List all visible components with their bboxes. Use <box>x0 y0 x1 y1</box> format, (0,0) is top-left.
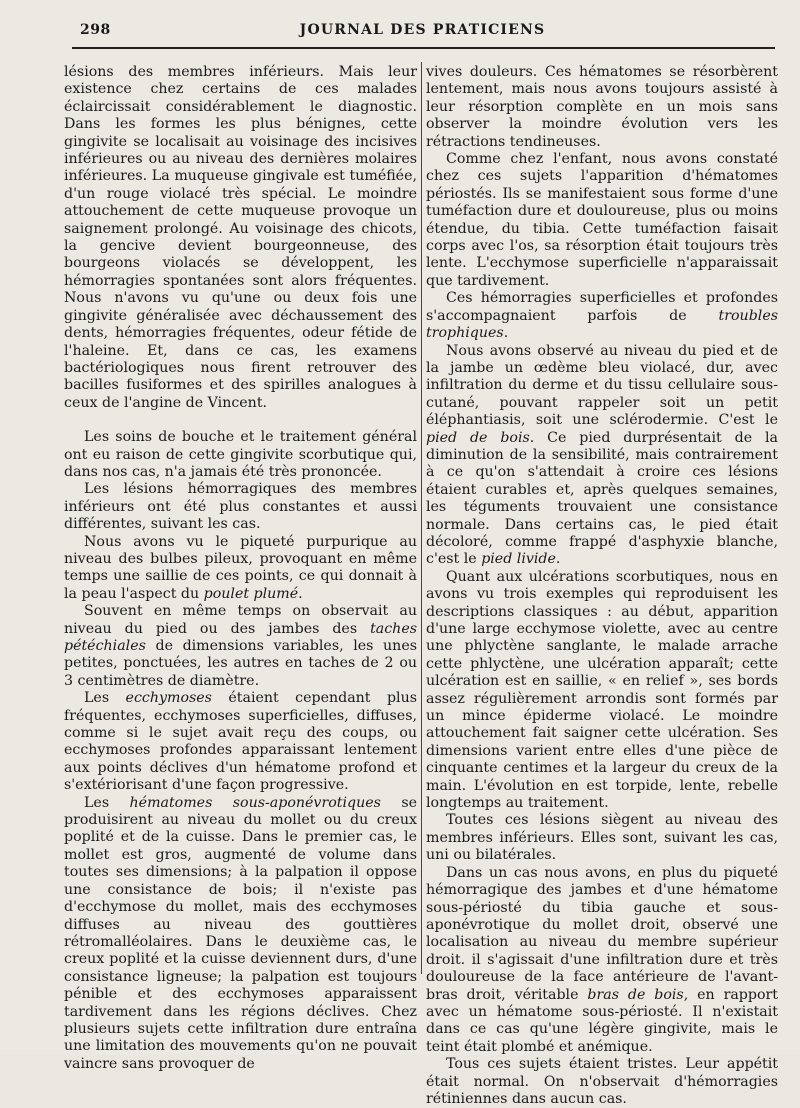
text-run: Nous avons vu le piqueté purpurique au niveau des bulbes pileux, provoquant en même temps une saillie de ces points, ce qui donnait à la peau l'aspect du <box>64 533 417 602</box>
text-run: Les <box>84 690 126 707</box>
paragraph <box>426 865 778 1056</box>
text-run: , en rapport avec un hématome sous-périosté. Il n'existait dans ce cas qu'une légère gingivite, mais le teint était plombé et anémique. <box>426 986 778 1055</box>
paragraph: lésions des membres inférieurs. Mais leur existence chez certains de ces malades éclaircissait considérablement le diagnostic. Dans les formes les plus bénignes, cette gingivite se localisait au voisinage des incisives inférieures ou au niveau des dernières molaires inférieures. La muqueuse gingivale est tuméfiée, d'un rouge violacé très spécial. Le moindre attouchement de cette muqueuse provoque un saignement prolongé. Au voisinage des chicots, la gencive devient bourgeonneuse, des bourgeons violacés se développent, les hémorragies spontanées sont alors fréquentes. Nous n'avons vu qu'une ou deux fois une gingivite généralisée avec déchaussement des dents, hémorragies fréquentes, odeur fétide de l'haleine. Et, dans ce cas, les examens bactériologiques nous firent retrouver des bacilles fusiformes et des spirilles analogues à ceux de l'angine de Vincent. <box>64 64 417 411</box>
italic-term: poulet plumé <box>203 585 299 602</box>
paragraph: Les soins de bouche et le traitement général ont eu raison de cette gingivite scorbutique qui, dans nos cas, n'a jamais été très prononcée. <box>64 429 417 480</box>
paragraph: Les lésions hémorragiques des membres inférieurs ont été plus constantes et aussi différentes, suivant les cas. <box>64 481 417 533</box>
paragraph: vives douleurs. Ces hématomes se résorbèrent lentement, mais nous avons toujours assisté à leur résorption complète en un mois sans observer la moindre évolution vers les rétractions tendineuses. <box>426 64 778 150</box>
text-run: Dans un cas nous avons, en plus du piqueté hémorragique des jambes et d'une hématome sous-périosté du tibia gauche et sous-aponévrotique du mollet droit, observé une localisation au niveau du membre supérieur droit. il s'agissait d'une infiltration dure et très douloureuse de la face antérieure de l'avant-bras droit, véritable <box>426 864 778 1003</box>
column-divider <box>421 62 422 974</box>
paragraph <box>64 795 417 1074</box>
paragraph: Tous ces sujets étaient tristes. Leur appétit était normal. On n'observait d'hémorragies rétiniennes dans aucun cas. <box>426 1056 778 1107</box>
italic-term: ecchymoses <box>125 690 212 707</box>
left-column <box>64 64 418 1072</box>
text-run: Ces hémorragies superficielles et profondes s'accompagnaient parfois de <box>426 290 778 324</box>
text-run: . <box>503 325 509 342</box>
text-run: Souvent en même temps on observait au niveau du pied ou des jambes des <box>64 603 417 637</box>
italic-term: bras de bois <box>587 986 684 1003</box>
paragraph <box>64 534 417 604</box>
italic-term: taches pétéchiales <box>64 620 417 654</box>
text-run: Nous avons observé au niveau du pied et de la jambe un œdème bleu violacé, dur, avec infiltration du derme et du tissu cellulaire sous-cutané, pouvant rappeler soit un petit éléphantiasis, soit une sclérodermie. C'est le <box>426 342 778 429</box>
header-rule <box>72 47 775 49</box>
text-run: . <box>555 551 561 568</box>
journal-title: JOURNAL DES PRATICIENS <box>299 22 546 38</box>
right-column <box>426 64 778 1107</box>
page-number: 298 <box>80 22 111 38</box>
paragraph <box>426 290 778 342</box>
italic-term: troubles trophiques <box>426 307 778 342</box>
paragraph <box>64 690 417 794</box>
text-run: étaient cependant plus fréquentes, ecchymoses superficielles, diffuses, comme si le sujet avait reçu des coups, ou ecchymoses profondes apparaissant lentement aux points déclives d'un hématome profond et s'extériorisant d'une façon progressive. <box>64 690 417 794</box>
paragraph: Toutes ces lésions siègent au niveau des membres inférieurs. Elles sont, suivant les cas, uni ou bilatérales. <box>426 812 778 864</box>
paragraph <box>64 603 417 690</box>
running-head <box>70 22 775 44</box>
italic-term: pied de bois <box>426 429 530 446</box>
italic-term: hématomes sous-aponévrotiques <box>129 794 381 811</box>
text-run: de dimensions variables, les unes petites, ponctuées, les autres en taches de 2 ou 3 centimètres de diamètre. <box>64 638 417 689</box>
text-run: se produisirent au niveau du mollet ou du creux poplité et de la cuisse. Dans le premier cas, le mollet est gros, augmenté de volume dans toutes ses dimensions; à la palpation il oppose une consistance de bois; il n'existe pas d'ecchymose du mollet, mais des ecchymoses diffuses au niveau des gouttières rétromalléolaires. Dans le deuxième cas, le creux poplité et la cuisse deviennent durs, d'une consistance ligneuse; la palpation est toujours pénible et des ecchymoses apparaissent tardivement dans les régions déclives. Chez plusieurs sujets cette infiltration dure entraîna une limitation des mouvements qu'on ne pouvait vaincre sans provoquer de <box>64 794 418 1072</box>
italic-term: pied livide <box>481 551 556 568</box>
text-run: . Ce pied durprésentait de la diminution de la sensibilité, mais contrairement à ce qu'on s'attendait à croire ces lésions étaient curables et, après quelques semaines, les téguments trouvaient une consistance normale. Dans certains cas, le pied était décoloré, comme frappé d'asphyxie blanche, c'est le <box>426 429 778 568</box>
paragraph: Quant aux ulcérations scorbutiques, nous en avons vu trois exemples qui reproduisent les descriptions classiques : au début, apparition d'une large ecchymose violette, avec au centre une phlyctène sanglante, le malade arrache cette phlyctène, une ulcération apparaît; cette ulcération est en saillie, « en relief », ses bords assez régulièrement arrondis sont formés par un mince épiderme violacé. Le moindre attouchement fait saigner cette ulcération. Ses dimensions varient entre elles d'une pièce de cinquante centimes et la largeur du creux de la main. L'évolution en est torpide, lente, rebelle longtemps au traitement. <box>426 568 778 812</box>
paragraph: Comme chez l'enfant, nous avons constaté chez ces sujets l'apparition d'hématomes périostés. Ils se manifestaient sous forme d'une tuméfaction dure et douloureuse, plus ou moins étendue, du tibia. Cette tuméfaction faisait corps avec l'os, sa résorption était toujours très lente. L'ecchymose superficielle n'apparaissait que tardivement. <box>426 151 778 289</box>
text-run: Les <box>84 794 130 811</box>
text-run: . <box>298 585 303 602</box>
paragraph <box>426 343 778 569</box>
